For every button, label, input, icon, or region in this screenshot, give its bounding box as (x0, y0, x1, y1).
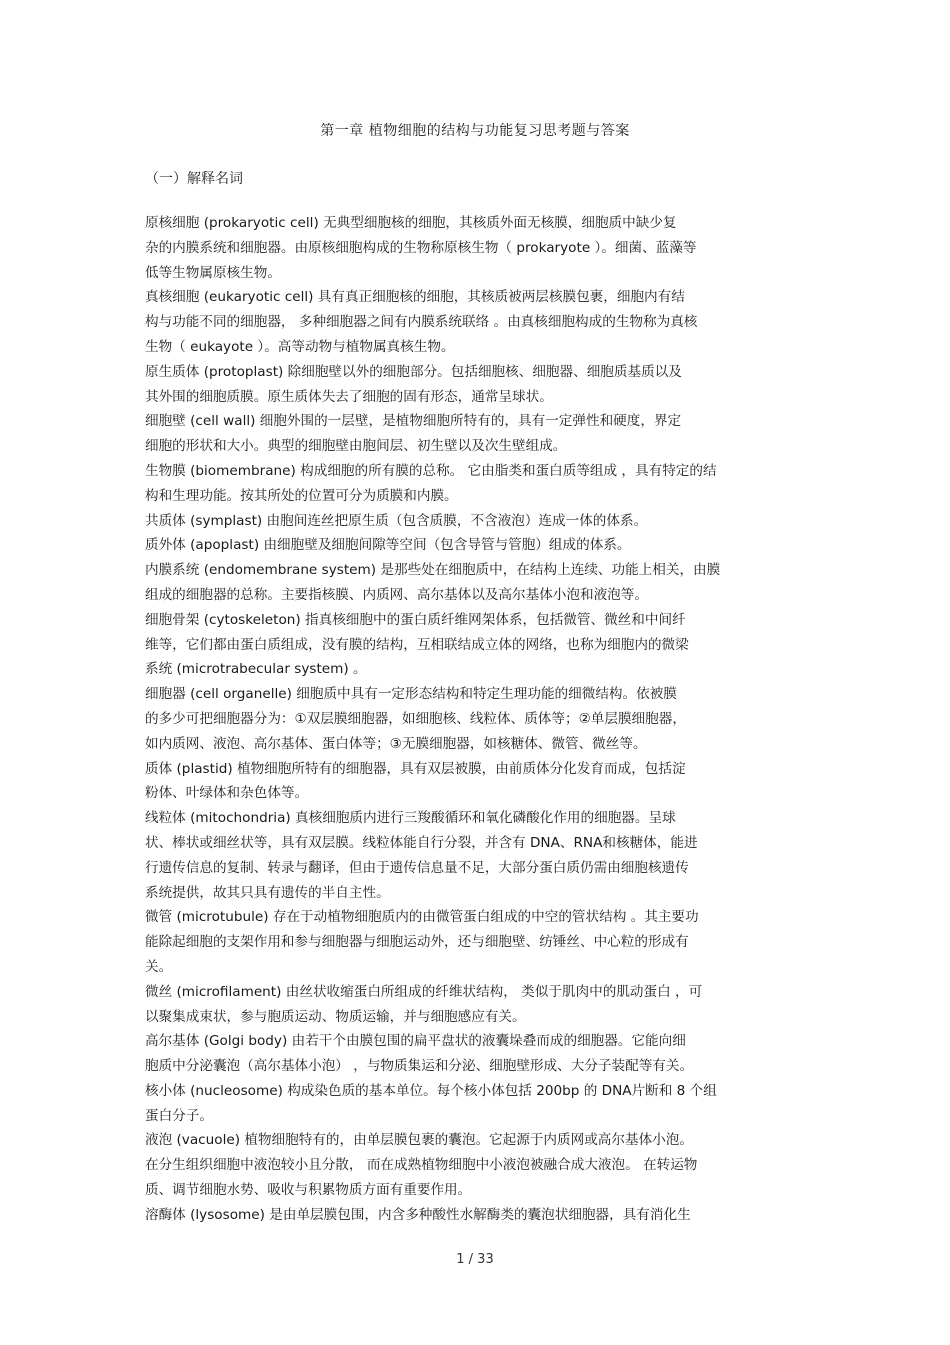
text-line: 质、调节细胞水势、吸收与积累物质方面有重要作用。 (145, 1182, 472, 1199)
text-line: 其外围的细胞质膜。原生质体失去了细胞的固有形态，通常呈球状。 (145, 388, 553, 405)
text-line: 生物膜 (biomembrane) 构成细胞的所有膜的总称。 它由脂类和蛋白质等组成 ，具有特定的结 (145, 462, 717, 479)
text-line: 核小体 (nucleosome) 构成染色质的基本单位。每个核小体包括 200bp 的 DNA片断和 8 个组 (145, 1082, 717, 1099)
text-line: 细胞器 (cell organelle) 细胞质中具有一定形态结构和特定生理功能的细微结构。依被膜 (145, 686, 677, 703)
text-line: 低等生物属原核生物。 (145, 264, 281, 281)
text-line: 杂的内膜系统和细胞器。由原核细胞构成的生物称原核生物（ prokaryote ）。细菌、蓝藻等 (145, 239, 697, 256)
text-line: 溶酶体 (lysosome) 是由单层膜包围，内含多种酸性水解酶类的囊泡状细胞器，具有消化生 (145, 1206, 691, 1223)
text-line: 微丝 (microfilament) 由丝状收缩蛋白所组成的纤维状结构， 类似于肌肉中的肌动蛋白 ，可 (145, 983, 703, 1000)
text-line: 构和生理功能。按其所处的位置可分为质膜和内膜。 (145, 487, 458, 504)
text-line: 原核细胞 (prokaryotic cell) 无典型细胞核的细胞，其核质外面无核膜，细胞质中缺少复 (145, 215, 677, 231)
section-heading: （一）解释名词 (145, 171, 243, 187)
text-line: 系统提供，故其只具有遗传的半自主性。 (145, 884, 390, 901)
text-line: 关。 (145, 958, 173, 975)
document-body (145, 211, 815, 1228)
text-line: 细胞的形状和大小。典型的细胞壁由胞间层、初生壁以及次生壁组成。 (145, 438, 567, 455)
text-line: 内膜系统 (endomembrane system) 是那些处在细胞质中，在结构上连续、功能上相关，由膜 (145, 562, 721, 579)
text-line: 蛋白分子。 (145, 1107, 213, 1124)
text-line: 线粒体 (mitochondria) 真核细胞质内进行三羧酸循环和氧化磷酸化作用的细胞器。呈球 (145, 810, 676, 827)
text-line: 在分生组织细胞中液泡较小且分散， 而在成熟植物细胞中小液泡被融合成大液泡。 在转运物 (145, 1157, 698, 1174)
text-line: 高尔基体 (Golgi body) 由若干个由膜包围的扁平盘状的液囊垛叠而成的细胞器。它能向细 (145, 1033, 686, 1050)
page-title: 第一章 植物细胞的结构与功能复习思考题与答案 (320, 123, 630, 139)
text-line: 液泡 (vacuole) 植物细胞特有的，由单层膜包裹的囊泡。它起源于内质网或高尔基体小泡。 (145, 1132, 693, 1149)
text-line: 行遗传信息的复制、转录与翻译，但由于遗传信息量不足，大部分蛋白质仍需由细胞核遗传 (145, 859, 689, 876)
text-line: 组成的细胞器的总称。主要指核膜、内质网、高尔基体以及高尔基体小泡和液泡等。 (145, 586, 648, 603)
text-line: 细胞骨架 (cytoskeleton) 指真核细胞中的蛋白质纤维网架体系，包括微管、微丝和中间纤 (145, 611, 686, 628)
text-line: 共质体 (symplast) 由胞间连丝把原生质（包含质膜，不含液泡）连成一体的体系。 (145, 512, 648, 529)
text-line: 粉体、叶绿体和杂色体等。 (145, 785, 309, 802)
text-line: 原生质体 (protoplast) 除细胞壁以外的细胞部分。包括细胞核、细胞器、细胞质基质以及 (145, 363, 682, 380)
text-line: 能除起细胞的支架作用和参与细胞器与细胞运动外，还与细胞壁、纺锤丝、中心粒的形成有 (145, 934, 689, 951)
text-line: 维等，它们都由蛋白质组成，没有膜的结构，互相联结成立体的网络，也称为细胞内的微梁 (145, 636, 689, 653)
text-line: 细胞壁 (cell wall) 细胞外围的一层壁，是植物细胞所特有的，具有一定弹性和硬度，界定 (145, 413, 682, 430)
text-line: 系统 (microtrabecular system) 。 (145, 661, 367, 678)
text-line: 以聚集成束状，参与胞质运动、物质运输，并与细胞感应有关。 (145, 1008, 526, 1025)
text-line: 如内质网、液泡、高尔基体、蛋白体等；③无膜细胞器，如核糖体、微管、微丝等。 (145, 735, 647, 752)
text-line: 胞质中分泌囊泡（高尔基体小泡） ，与物质集运和分泌、细胞壁形成、大分子装配等有关。 (145, 1058, 694, 1075)
text-line: 质外体 (apoplast) 由细胞壁及细胞间隙等空间（包含导管与管胞）组成的体系。 (145, 537, 631, 554)
text-line: 真核细胞 (eukaryotic cell) 具有真正细胞核的细胞，其核质被两层核膜包裹，细胞内有结 (145, 289, 685, 306)
text-line: 状、棒状或细丝状等，具有双层膜。线粒体能自行分裂，并含有 DNA、RNA和核糖体，能进 (145, 834, 698, 851)
text-line: 微管 (microtubule) 存在于动植物细胞质内的由微管蛋白组成的中空的管状结构 。其主要功 (145, 909, 699, 926)
text-line: 生物（ eukayote ）。高等动物与植物属真核生物。 (145, 338, 455, 355)
page-number: 1 / 33 (456, 1252, 494, 1267)
text-line: 质体 (plastid) 植物细胞所特有的细胞器，具有双层被膜，由前质体分化发育而成，包括淀 (145, 760, 686, 777)
text-line: 的多少可把细胞器分为：①双层膜细胞器，如细胞核、线粒体、质体等；②单层膜细胞器， (145, 710, 686, 727)
text-line: 构与功能不同的细胞器， 多种细胞器之间有内膜系统联络 。由真核细胞构成的生物称为真核 (145, 314, 698, 331)
